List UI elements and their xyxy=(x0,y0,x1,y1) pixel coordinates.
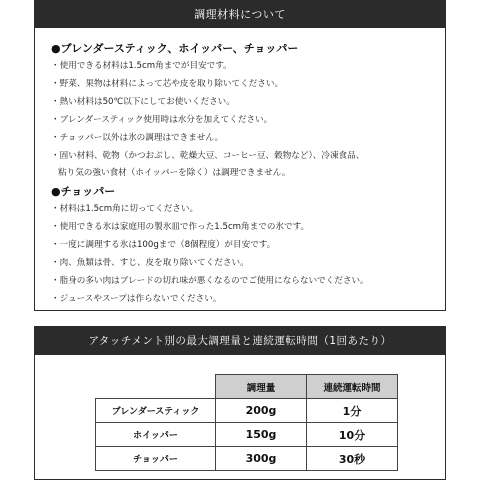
list-item: ・使用できる氷は家庭用の製氷皿で作った1.5cm角までの氷です。 xyxy=(51,222,310,232)
list-item: ・熱い材料は50℃以下にしてお使いください。 xyxy=(51,97,235,107)
table-row xyxy=(96,423,398,447)
block-all-attachments xyxy=(51,40,364,181)
list-item: ・ブレンダースティック使用時は水分を加えてください。 xyxy=(51,115,273,125)
capacity-table xyxy=(95,374,398,471)
table-header-row xyxy=(96,375,398,399)
column-header-amount: 調理量 xyxy=(216,375,307,399)
attachment-name: ホイッパー xyxy=(96,423,216,447)
amount-cell: 200g xyxy=(216,399,307,423)
time-cell: 30秒 xyxy=(307,447,398,471)
block-chopper xyxy=(51,183,369,308)
list-item: ・一度に調理する氷は100gまで（8個程度）が目安です。 xyxy=(51,240,276,250)
time-cell: 10分 xyxy=(307,423,398,447)
list-item: ・材料は1.5cm角に切ってください。 xyxy=(51,204,199,214)
amount-cell: 150g xyxy=(216,423,307,447)
list-item: ・野菜、果物は材料によって芯や皮を取り除いてください。 xyxy=(51,79,284,89)
block-heading: ●チョッパー xyxy=(51,185,116,198)
attachment-name: ブレンダースティック xyxy=(96,399,216,423)
list-item: ・固い材料、乾物（かつおぶし、乾燥大豆、コーヒー豆、穀物など）、冷凍食品、 xyxy=(51,151,365,161)
table-row xyxy=(96,399,398,423)
time-cell: 1分 xyxy=(307,399,398,423)
list-item: ・チョッパー以外は氷の調理はできません。 xyxy=(51,133,224,143)
list-item-continuation: 粘り気の強い食材（ホイッパーを除く）は調理できません。 xyxy=(58,168,291,178)
block-heading: ●ブレンダースティック、ホイッパー、チョッパー xyxy=(51,42,299,55)
column-header-time: 連続運転時間 xyxy=(307,375,398,399)
table-row xyxy=(96,447,398,471)
list-item: ・脂身の多い肉はブレードの切れ味が悪くなるのでご使用にならないでください。 xyxy=(51,276,369,286)
list-item: ・使用できる材料は1.5cm角までが目安です。 xyxy=(51,61,232,71)
list-item: ・肉、魚類は骨、すじ、皮を取り除いてください。 xyxy=(51,258,249,268)
list-item: ・ジュースやスープは作らないでください。 xyxy=(51,294,222,304)
amount-cell: 300g xyxy=(216,447,307,471)
table-corner-cell xyxy=(96,375,216,399)
attachment-name: チョッパー xyxy=(96,447,216,471)
cooking-materials-title: 調理材料について xyxy=(35,1,445,28)
capacity-title: アタッチメント別の最大調理量と連続運転時間（1回あたり） xyxy=(35,327,445,355)
